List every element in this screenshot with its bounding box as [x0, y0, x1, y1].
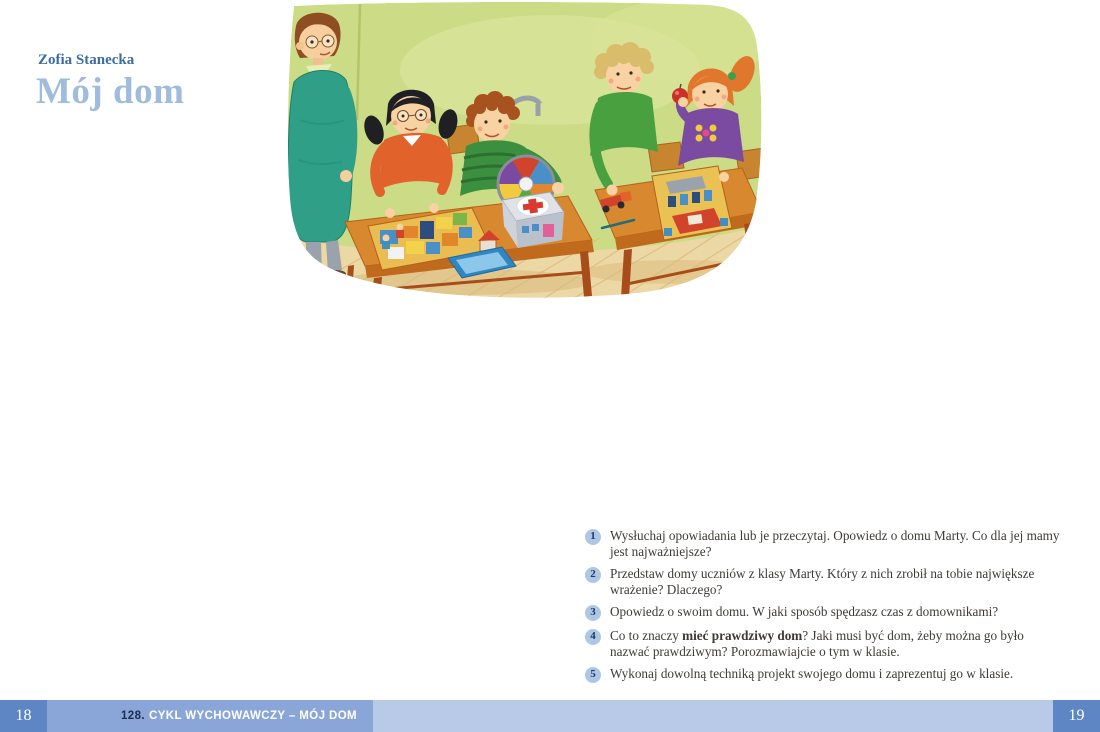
author-name: Zofia Stanecka [38, 52, 135, 68]
chapter-title: CYKL WYCHOWAWCZY – MÓJ DOM [148, 710, 358, 722]
question-text: Przedstaw domy uczniów z klasy Marty. Który z nich zrobił na tobie największe wrażenie? Dlaczego? [610, 566, 1035, 597]
question-item [585, 528, 1063, 559]
chapter-label [47, 700, 373, 732]
question-item [585, 604, 1063, 621]
classroom-illustration [250, 0, 770, 300]
question-text: Wysłuchaj opowiadania lub je przeczytaj. Opowiedz o domu Marty. Co dla jej mamy jest najważniejsze? [610, 528, 1060, 559]
question-text: Wykonaj dowolną techniką projekt swojego domu i zaprezentuj go w klasie. [610, 666, 1014, 681]
question-item [585, 566, 1063, 597]
question-item [585, 628, 1063, 659]
question-list [585, 528, 1063, 683]
question-number-badge: 1 [585, 529, 601, 545]
question-number-badge: 4 [585, 629, 601, 645]
question-number-badge: 5 [585, 667, 601, 683]
story-title: Mój dom [36, 71, 185, 112]
question-number-badge: 2 [585, 567, 601, 583]
question-number-badge: 3 [585, 605, 601, 621]
page-number-right: 19 [1053, 700, 1100, 732]
chapter-number: 128. [121, 710, 145, 722]
footer-spacer [373, 700, 1053, 732]
question-text: Co to znaczy mieć prawdziwy dom? Jaki musi być dom, żeby można go było nazwać prawdziwym? Porozmawiajcie o tym w klasie. [610, 628, 1024, 659]
footer-bar [0, 700, 1100, 732]
page-number-left: 18 [0, 700, 47, 732]
question-text: Opowiedz o swoim domu. W jaki sposób spędzasz czas z domownikami? [610, 604, 999, 619]
question-item [585, 666, 1063, 683]
